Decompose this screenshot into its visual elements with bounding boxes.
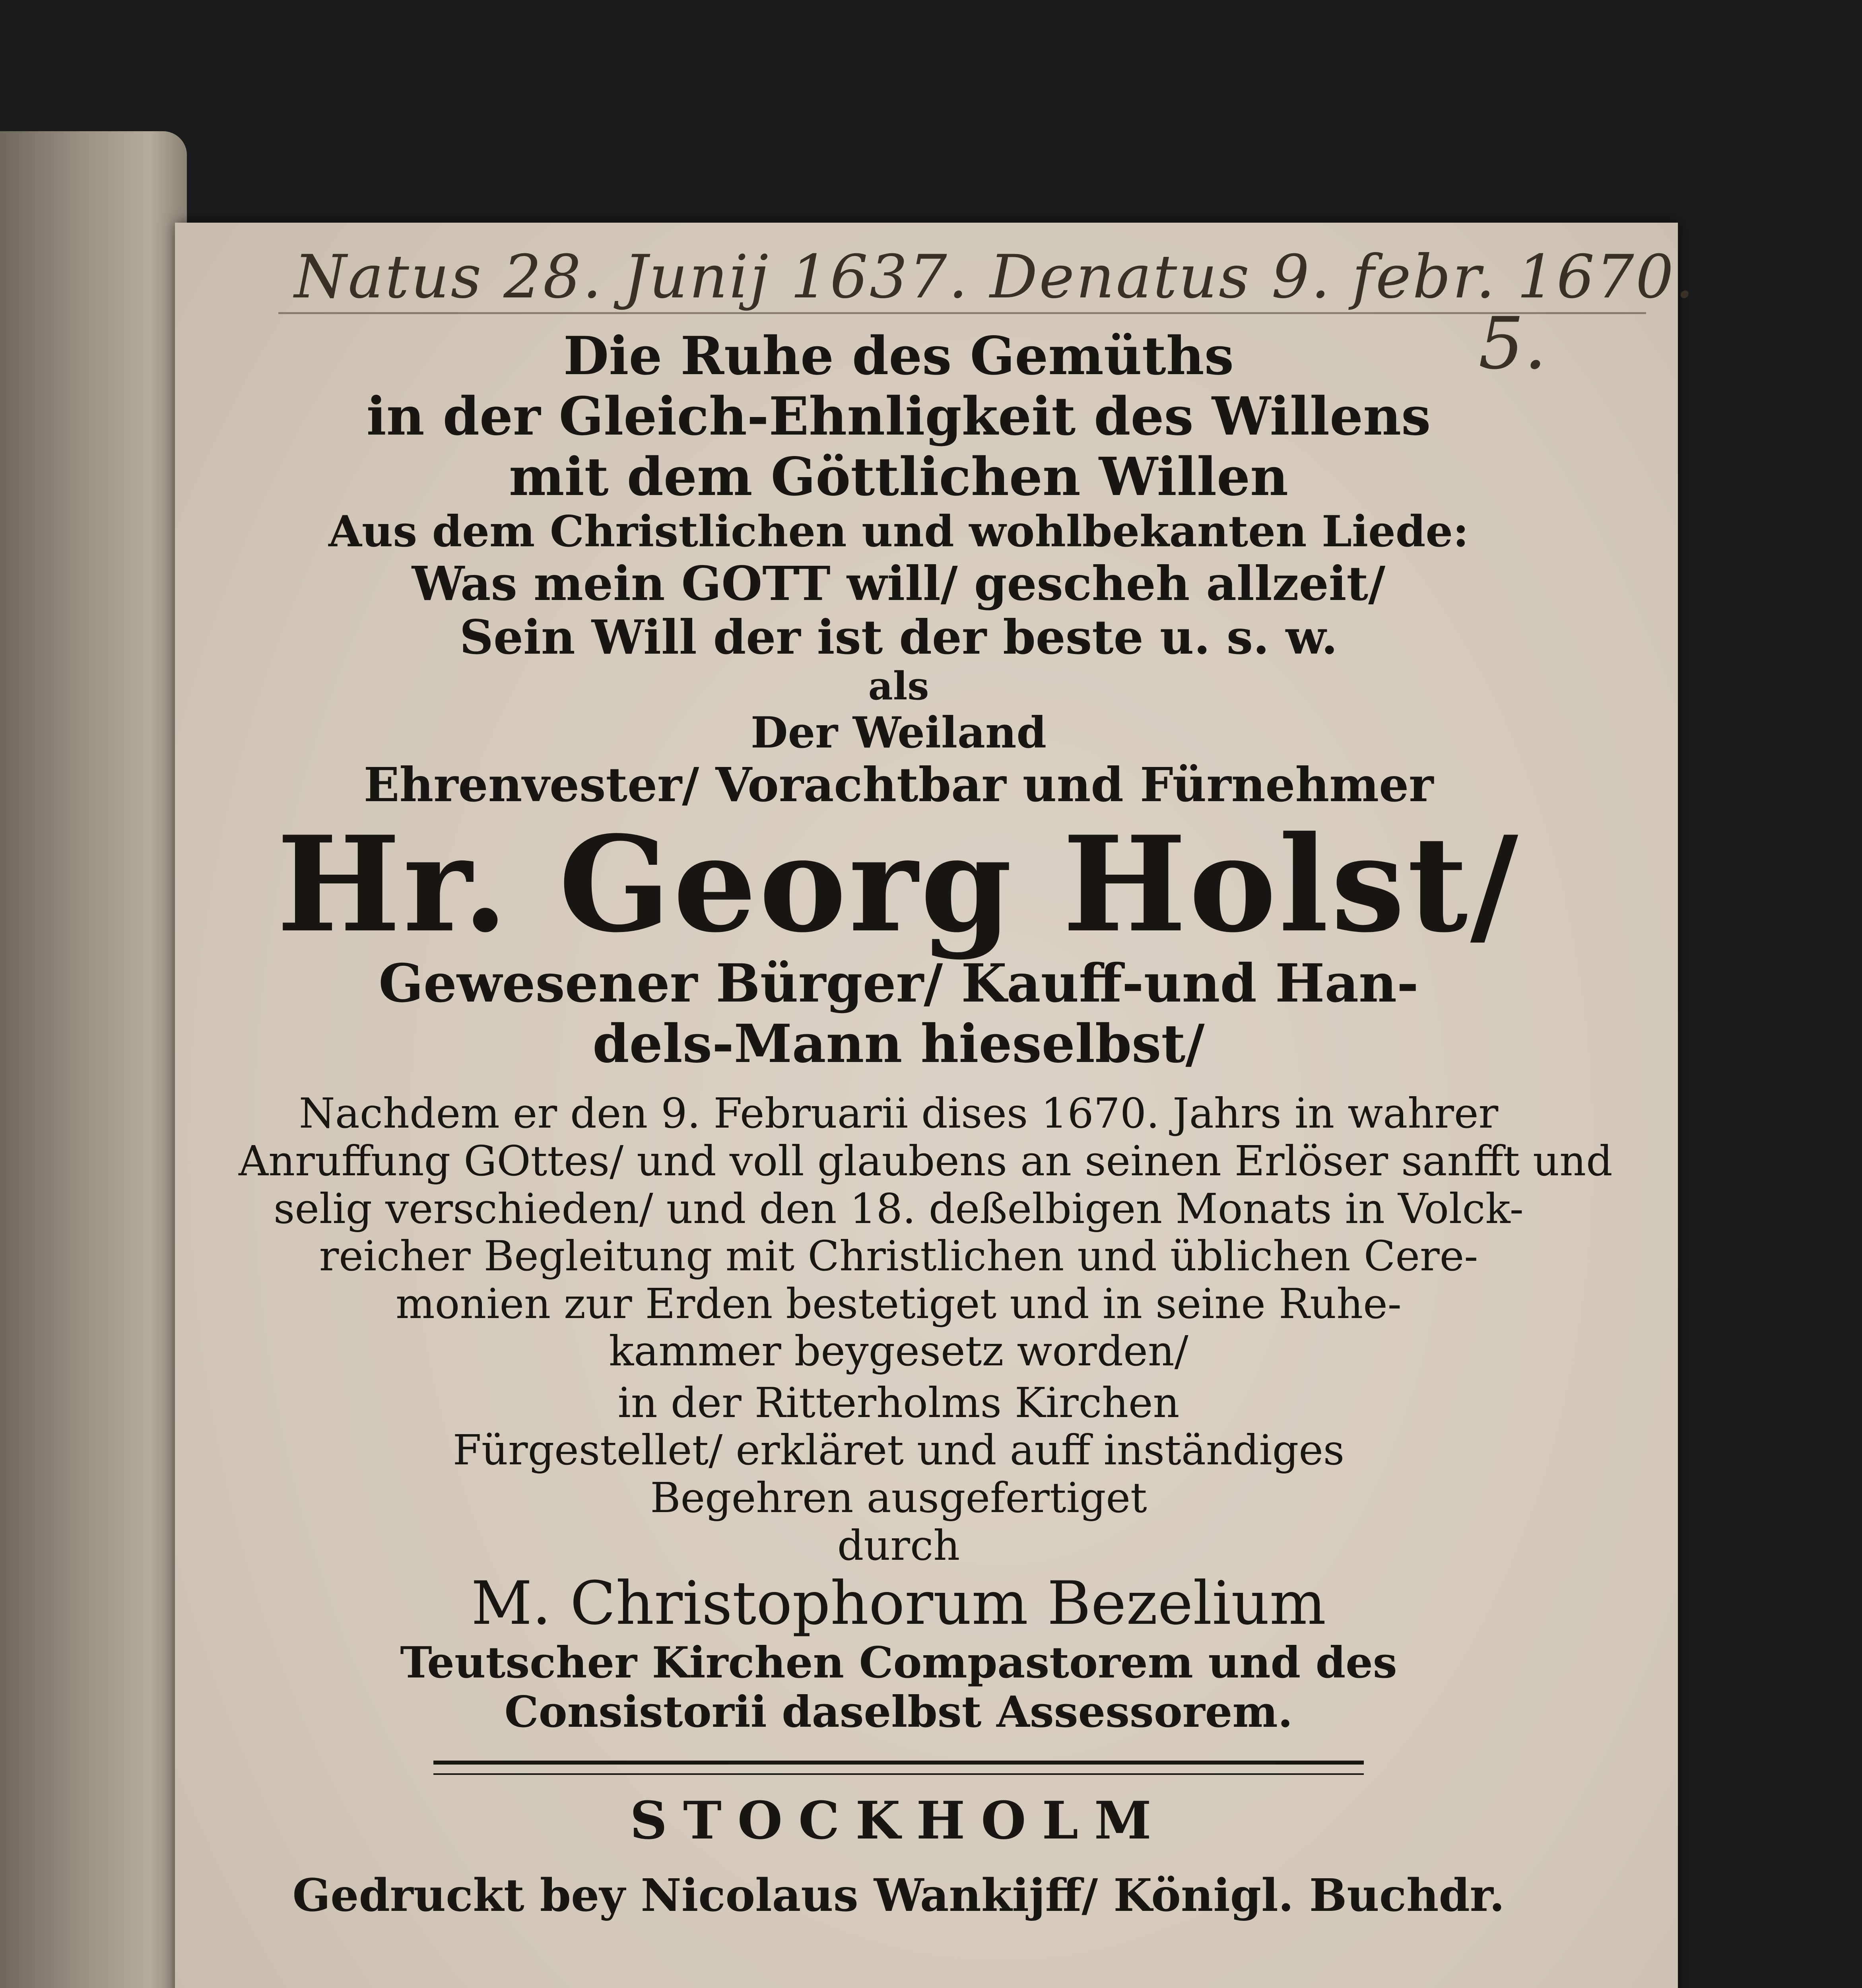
handwritten-underline [278, 312, 1646, 314]
author-name: M. Christophorum Bezelium [471, 1569, 1326, 1639]
body-line: kammer beygesetz worden/ [609, 1327, 1188, 1376]
title-line: Der Weiland [750, 708, 1047, 758]
title-page [175, 223, 1696, 1988]
body-line: Anruffung GOttes/ und voll glaubens an seinen Erlöser sanfft und [239, 1136, 1613, 1185]
body-line: Fürgestellet/ erkläret und auff inständiges [452, 1426, 1345, 1475]
title-block [239, 325, 1613, 1922]
deceased-name: Hr. Georg Holst/ [276, 807, 1521, 962]
title-line: Aus dem Christlichen und wohlbekanten Liede: [328, 507, 1469, 557]
body-line: selig verschieden/ und den 18. deßelbigen Monats in Volck- [274, 1184, 1524, 1233]
imprint-printer: Gedruckt bey Nicolaus Wankijff/ Königl. Buchdr. [292, 1869, 1505, 1922]
title-line: Was mein GOTT will/ gescheh allzeit/ [412, 555, 1386, 611]
author-title: Consistorii daselbst Assessorem. [504, 1687, 1293, 1737]
body-line: monien zur Erden bestetiget und in seine Ruhe- [396, 1279, 1402, 1328]
title-line: als [868, 663, 929, 709]
folio-number: 5. [1478, 302, 1547, 385]
body-line: durch [837, 1521, 960, 1570]
title-line: Ehrenvester/ Vorachtbar und Fürnehmer [363, 757, 1434, 812]
body-line: in der Ritterholms Kirchen [617, 1378, 1180, 1427]
body-line: Begehren ausgefertiget [650, 1474, 1147, 1522]
body-text [239, 1089, 1613, 1570]
handwritten-note: Natus 28. Junij 1637. Denatus 9. febr. 1670. [294, 243, 1696, 312]
author-title: Teutscher Kirchen Compastorem und des [400, 1637, 1397, 1688]
body-line: Nachdem er den 9. Februarii dises 1670. Jahrs in wahrer [299, 1089, 1499, 1138]
title-line: Die Ruhe des Gemüths [563, 325, 1234, 387]
title-line: Sein Will der ist der beste u. s. w. [459, 610, 1338, 665]
body-line: reicher Begleitung mit Christlichen und üblichen Cere- [319, 1232, 1478, 1281]
subtitle-line: dels-Mann hieselbst/ [592, 1013, 1205, 1075]
double-rule [433, 1761, 1364, 1775]
subtitle-line: Gewesener Bürger/ Kauff-und Han- [379, 952, 1419, 1014]
facing-page-edge [0, 131, 187, 1988]
title-line: in der Gleich-Ehnligkeit des Willens [366, 385, 1431, 447]
title-line: mit dem Göttlichen Willen [509, 446, 1289, 508]
imprint-city: STOCKHOLM [630, 1790, 1167, 1851]
